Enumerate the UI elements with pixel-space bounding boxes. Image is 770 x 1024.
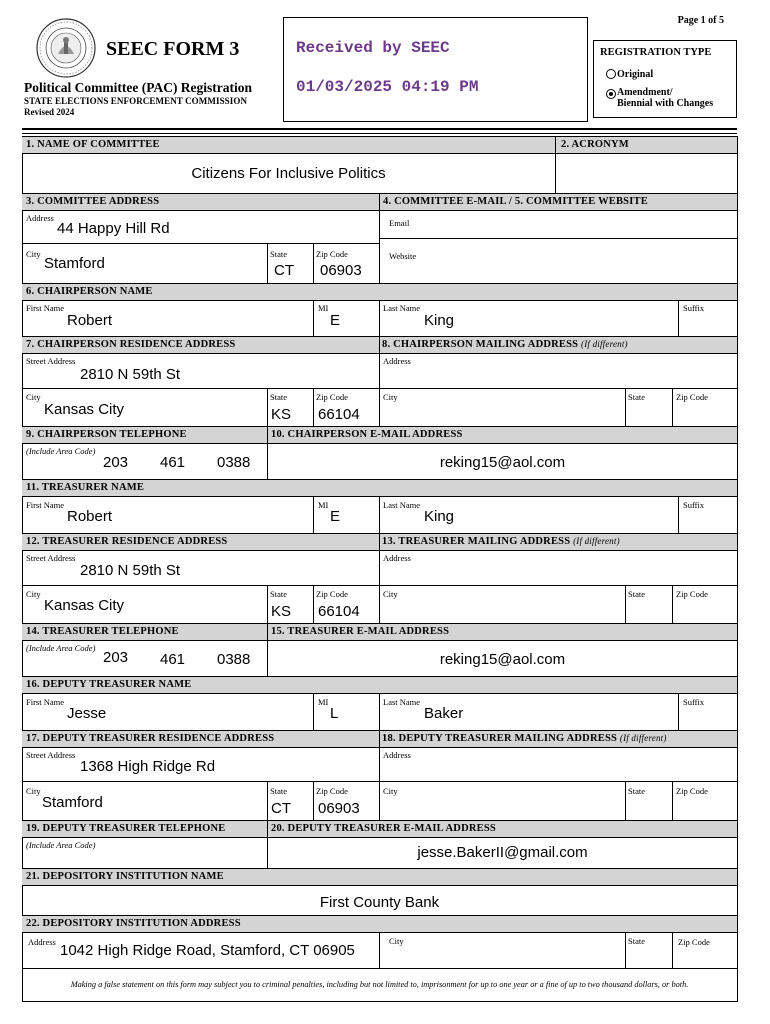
if-different-label: (If different) [619,733,667,743]
section-6-title: 6. CHAIRPERSON NAME [26,286,153,297]
deputy-zip-value[interactable]: 06903 [318,800,360,817]
section-1-header [22,136,737,154]
registration-type-title: REGISTRATION TYPE [600,47,712,58]
zip-label: Zip Code [316,589,348,599]
chair-city-value[interactable]: Kansas City [44,401,125,418]
mail-state-label: State [628,392,645,402]
committee-city-value[interactable]: Stamford [44,255,105,272]
first-name-label: First Name [26,697,65,707]
chair-mi[interactable]: E [330,312,341,329]
mail-address-label: Address [383,750,411,760]
state-label: State [628,936,645,946]
deputy-state-value[interactable]: CT [271,800,291,817]
deputy-street-value[interactable]: 1368 High Ridge Rd [80,758,216,775]
treasurer-email-value[interactable]: reking15@aol.com [439,651,566,668]
mail-address-label: Address [383,356,411,366]
section-13-title: 13. TREASURER MAILING ADDRESS [382,536,571,547]
chair-last-name[interactable]: King [424,312,455,329]
amendment-radio[interactable] [606,89,616,99]
section-10-title: 10. CHAIRPERSON E-MAIL ADDRESS [271,429,463,440]
section-9-header [22,426,737,444]
email-label: Email [389,218,410,228]
chair-zip-value[interactable]: 66104 [318,406,360,423]
penalty-disclaimer: Making a false statement on this form may subject you to criminal penalties, including but not limited to, imprisonment for up to one year or a fine of up to two thousand dollars, or both. [70,980,689,989]
section-17-title: 17. DEPUTY TREASURER RESIDENCE ADDRESS [26,733,275,744]
treasurer-city-value[interactable]: Kansas City [44,597,125,614]
zip-label: Zip Code [316,392,348,402]
if-different-label: (If different) [573,536,620,546]
zip-label: Zip Code [678,937,710,947]
section-6-header [22,283,737,301]
street-address-label: Street Address [26,356,76,366]
section-8-title: 8. CHAIRPERSON MAILING ADDRESS [382,339,579,350]
first-name-label: First Name [26,303,65,313]
section-18-title: 18. DEPUTY TREASURER MAILING ADDRESS [382,733,618,744]
section-22-title: 22. DEPOSITORY INSTITUTION ADDRESS [26,918,241,929]
mail-zip-label: Zip Code [676,392,708,402]
city-label: City [26,249,41,259]
state-label: State [270,249,287,259]
state-label: State [270,786,287,796]
address-label: Address [28,937,56,947]
suffix-label: Suffix [683,303,705,313]
section-11-title: 11. TREASURER NAME [26,482,145,493]
city-label: City [26,589,41,599]
deputy-email-value[interactable]: jesse.BakerII@gmail.com [417,844,588,861]
depository-address-value[interactable]: 1042 High Ridge Road, Stamford, CT 06905 [60,942,355,959]
agency-name: STATE ELECTIONS ENFORCEMENT COMMISSION [24,96,248,106]
treasurer-first-name[interactable]: Robert [67,508,113,525]
chair-phone-area[interactable]: 203 [103,454,129,471]
page-number: Page 1 of 5 [677,15,724,26]
committee-name-value[interactable]: Citizens For Inclusive Politics [191,165,386,182]
last-name-label: Last Name [383,697,421,707]
section-7-title: 7. CHAIRPERSON RESIDENCE ADDRESS [26,339,236,350]
section-3-title: 3. COMMITTEE ADDRESS [26,196,160,207]
chair-email-value[interactable]: reking15@aol.com [439,454,566,471]
section-12-title: 12. TREASURER RESIDENCE ADDRESS [26,536,228,547]
committee-address-value[interactable]: 44 Happy Hill Rd [57,220,170,237]
website-label: Website [389,251,417,261]
zip-label: Zip Code [316,249,348,259]
zip-label: Zip Code [316,786,348,796]
chair-street-value[interactable]: 2810 N 59th St [80,366,181,383]
section-9-title: 9. CHAIRPERSON TELEPHONE [26,429,187,440]
section-19-header [22,820,737,838]
mi-label: MI [318,500,329,510]
chair-phone-line[interactable]: 0388 [217,454,251,471]
section-21-header [22,868,737,886]
mail-city-label: City [383,589,398,599]
state-label: State [270,589,287,599]
section-22-header [22,915,737,933]
city-label: City [26,786,41,796]
treasurer-mi[interactable]: E [330,508,341,525]
biennial-label: Biennial with Changes [617,98,714,109]
chair-phone-prefix[interactable]: 461 [160,454,186,471]
deputy-first-name[interactable]: Jesse [67,705,107,722]
last-name-label: Last Name [383,500,421,510]
address-label: Address [26,213,54,223]
first-name-label: First Name [26,500,65,510]
treasurer-state-value[interactable]: KS [271,603,292,620]
street-address-label: Street Address [26,750,76,760]
section-2-title: 2. ACRONYM [561,139,629,150]
received-stamp-box [283,17,588,122]
area-code-label: (Include Area Code) [26,446,96,456]
form-subtitle: Political Committee (PAC) Registration [24,80,253,95]
section-1-title: 1. NAME OF COMMITTEE [26,139,160,150]
section-14-title: 14. TREASURER TELEPHONE [26,626,179,637]
treasurer-street-value[interactable]: 2810 N 59th St [80,562,181,579]
street-address-label: Street Address [26,553,76,563]
section-19-title: 19. DEPUTY TREASURER TELEPHONE [26,823,226,834]
section-4-title: 4. COMMITTEE E-MAIL / 5. COMMITTEE WEBSITE [383,196,648,207]
treasurer-phone-line[interactable]: 0388 [217,651,251,668]
section-20-title: 20. DEPUTY TREASURER E-MAIL ADDRESS [271,823,496,834]
suffix-label: Suffix [683,697,705,707]
area-code-label: (Include Area Code) [26,840,96,850]
chair-first-name[interactable]: Robert [67,312,113,329]
section-14-header [22,623,737,641]
mi-label: MI [318,303,329,313]
treasurer-phone-area[interactable]: 203 [103,649,129,666]
city-label: City [389,936,404,946]
mail-state-label: State [628,786,645,796]
form-title: SEEC FORM 3 [106,38,240,60]
mail-city-label: City [383,392,398,402]
section-15-title: 15. TREASURER E-MAIL ADDRESS [271,626,450,637]
stamp-received-text: Received by SEEC [296,39,450,57]
state-label: State [270,392,287,402]
original-radio[interactable] [606,69,616,79]
deputy-city-value[interactable]: Stamford [42,794,103,811]
stamp-date-text: 01/03/2025 04:19 PM [296,78,479,96]
section-16-title: 16. DEPUTY TREASURER NAME [26,679,192,690]
committee-zip-value[interactable]: 06903 [320,262,362,279]
registration-type-box [593,40,737,118]
mail-city-label: City [383,786,398,796]
suffix-label: Suffix [683,500,705,510]
mail-address-label: Address [383,553,411,563]
revised-date: Revised 2024 [24,107,75,117]
treasurer-zip-value[interactable]: 66104 [318,603,360,620]
amendment-label: Amendment/ [617,87,673,98]
depository-name-value[interactable]: First County Bank [319,894,440,911]
section-16-header [22,676,737,694]
deputy-last-name[interactable]: Baker [424,705,464,722]
mail-zip-label: Zip Code [676,589,708,599]
if-different-label: (If different) [581,339,628,349]
mi-label: MI [318,697,329,707]
chair-state-value[interactable]: KS [271,406,292,423]
original-label: Original [617,69,654,80]
state-seal-icon [36,18,96,78]
mail-zip-label: Zip Code [676,786,708,796]
treasurer-phone-prefix[interactable]: 461 [160,651,186,668]
area-code-label: (Include Area Code) [26,643,96,653]
committee-state-value[interactable]: CT [274,262,294,279]
section-11-header [22,479,737,497]
last-name-label: Last Name [383,303,421,313]
mail-state-label: State [628,589,645,599]
section-21-title: 21. DEPOSITORY INSTITUTION NAME [26,871,224,882]
deputy-mi[interactable]: L [330,705,339,722]
city-label: City [26,392,41,402]
treasurer-last-name[interactable]: King [424,508,455,525]
